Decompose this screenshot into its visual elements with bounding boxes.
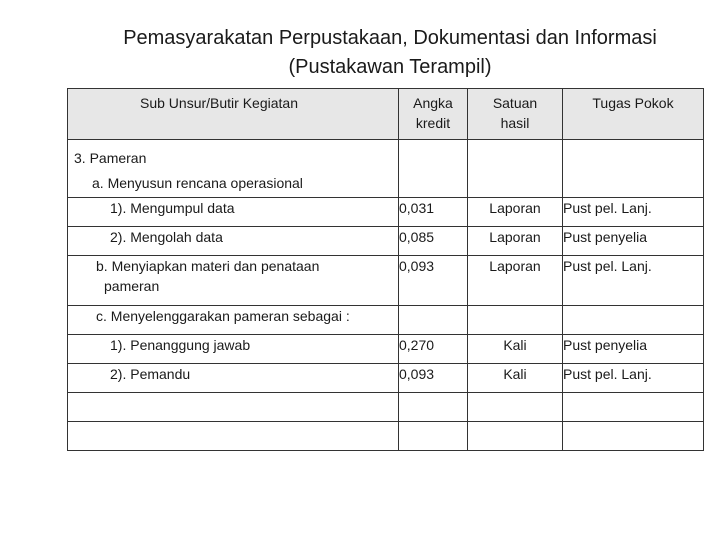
table-row	[68, 198, 704, 227]
tugas-cell: Pust pel. Lanj.	[563, 256, 704, 306]
row-label-mengumpul: 1). Mengumpul data	[68, 198, 399, 227]
table-row	[68, 364, 704, 393]
table-row-empty	[68, 422, 704, 451]
page-title	[60, 24, 720, 82]
header-angka-kredit: Angka kredit	[399, 89, 468, 140]
table-row	[68, 169, 704, 198]
empty-cell	[68, 422, 399, 451]
satuan-cell: Kali	[468, 335, 563, 364]
satuan-cell: Laporan	[468, 198, 563, 227]
angka-cell	[399, 306, 468, 335]
row-label-pameran: 3. Pameran	[68, 140, 399, 169]
header-sub-unsur: Sub Unsur/Butir Kegiatan	[68, 89, 399, 140]
satuan-cell: Kali	[468, 364, 563, 393]
angka-cell: 0,031	[399, 198, 468, 227]
satuan-cell	[468, 169, 563, 198]
empty-cell	[68, 393, 399, 422]
tugas-cell	[563, 306, 704, 335]
empty-cell	[399, 422, 468, 451]
tugas-cell: Pust penyelia	[563, 335, 704, 364]
angka-cell	[399, 140, 468, 169]
satuan-cell: Laporan	[468, 227, 563, 256]
tugas-cell	[563, 140, 704, 169]
empty-cell	[563, 422, 704, 451]
header-satuan-hasil: Satuan hasil	[468, 89, 563, 140]
satuan-cell	[468, 140, 563, 169]
tugas-cell: Pust pel. Lanj.	[563, 364, 704, 393]
angka-cell: 0,085	[399, 227, 468, 256]
tugas-cell: Pust penyelia	[563, 227, 704, 256]
row-label-mengolah: 2). Mengolah data	[68, 227, 399, 256]
empty-cell	[468, 422, 563, 451]
row-label-pemandu: 2). Pemandu	[68, 364, 399, 393]
table-header-row	[68, 89, 704, 140]
row-label-menyelenggarakan: c. Menyelenggarakan pameran sebagai :	[68, 306, 399, 335]
table-row	[68, 335, 704, 364]
empty-cell	[468, 393, 563, 422]
angka-cell: 0,093	[399, 256, 468, 306]
angka-cell	[399, 169, 468, 198]
activity-credit-table	[67, 88, 704, 451]
title-line-1: Pemasyarakatan Perpustakaan, Dokumentasi dan Informasi	[123, 27, 657, 49]
header-tugas-pokok: Tugas Pokok	[563, 89, 704, 140]
empty-cell	[563, 393, 704, 422]
table-row	[68, 306, 704, 335]
row-label-menyiapkan: b. Menyiapkan materi dan penataan pameran	[68, 256, 399, 306]
angka-cell: 0,093	[399, 364, 468, 393]
angka-cell: 0,270	[399, 335, 468, 364]
row-label-penanggung-jawab: 1). Penanggung jawab	[68, 335, 399, 364]
table-row	[68, 140, 704, 169]
title-line-2: (Pustakawan Terampil)	[288, 56, 492, 78]
table-row	[68, 227, 704, 256]
table-row	[68, 256, 704, 306]
row-label-menyusun: a. Menyusun rencana operasional	[68, 169, 399, 198]
table-row-empty	[68, 393, 704, 422]
satuan-cell	[468, 306, 563, 335]
tugas-cell	[563, 169, 704, 198]
tugas-cell: Pust pel. Lanj.	[563, 198, 704, 227]
satuan-cell: Laporan	[468, 256, 563, 306]
empty-cell	[399, 393, 468, 422]
